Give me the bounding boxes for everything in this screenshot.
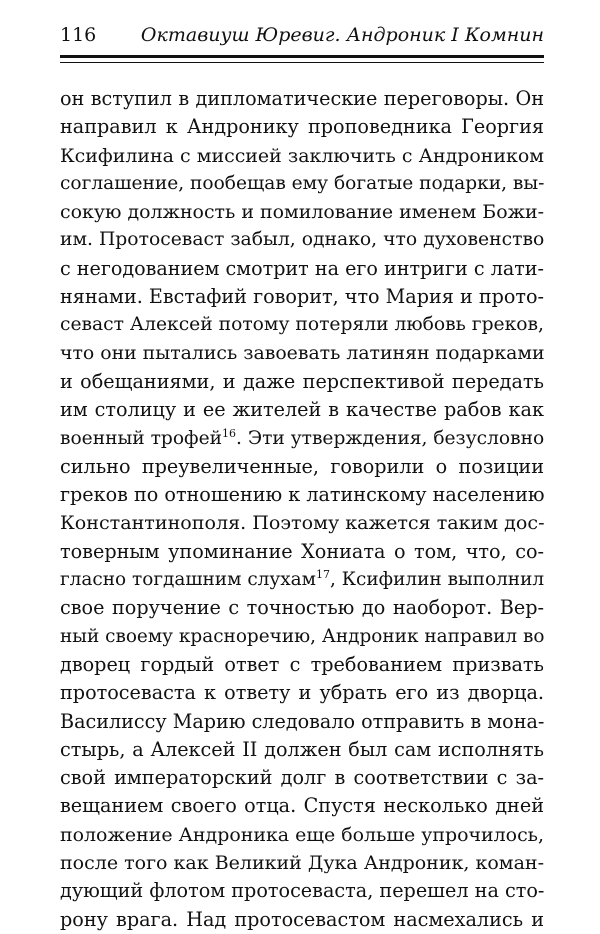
- text-line: [60, 453, 544, 481]
- text-line: [60, 594, 544, 622]
- text-line: [60, 764, 544, 792]
- text-line: [60, 340, 544, 368]
- text-line-content: нянами. Евстафий говорит, что Мария и прото-: [60, 285, 544, 309]
- text-line-content: сокую должность и помилование именем Божи-: [60, 201, 544, 224]
- text-line: [60, 651, 544, 679]
- text-line-content: дворец гордый ответ с требованием призвать: [60, 652, 544, 676]
- text-line: [60, 85, 544, 113]
- text-line: [60, 679, 544, 707]
- text-line-continuation: , Ксифилин выполнил: [330, 569, 545, 591]
- text-line: [60, 311, 544, 339]
- text-line-content: военный трофей: [60, 427, 223, 449]
- text-line-content: им. Протосеваст забыл, однако, что духовенство: [60, 229, 545, 251]
- text-line: [60, 198, 544, 226]
- text-line: [60, 877, 544, 905]
- text-line: [60, 792, 544, 820]
- text-line-content: свой императорский долг в соответствии с за-: [60, 766, 544, 790]
- text-line-content: Константинополя. Поэтому кажется таким дос-: [60, 512, 545, 535]
- header-rule-thin: [60, 62, 544, 63]
- text-line-content: он вступил в дипломатические переговоры. Он: [60, 87, 544, 110]
- text-line-content: Василиссу Марию следовало отправить в мона-: [60, 709, 545, 733]
- text-line-continuation: . Эти утверждения, безусловно: [236, 427, 545, 449]
- text-line-content: греков по отношению к латинскому населению: [60, 483, 545, 507]
- text-line: [60, 368, 544, 396]
- text-line-content: рону врага. Над протосевастом насмехались и: [60, 907, 544, 931]
- text-line: [60, 849, 544, 877]
- footnote-reference[interactable]: 17: [316, 568, 331, 582]
- header-rule-thick: [60, 55, 544, 58]
- running-title: Октавиуш Юревиг. Андроник I Комнин: [140, 24, 544, 46]
- text-line: [60, 113, 544, 141]
- body-text: [60, 85, 544, 934]
- text-line-content: стырь, а Алексей II должен был сам исполнять: [60, 737, 544, 761]
- text-line: [60, 708, 544, 736]
- text-line: [60, 538, 544, 566]
- text-line: [60, 509, 544, 537]
- text-line-content: протосеваста к ответу и убрать его из дворца.: [60, 681, 544, 705]
- text-line-content: что они пытались завоевать латинян подарками: [60, 342, 545, 364]
- text-line: [60, 226, 544, 254]
- text-line-content: им столицу и ее жителей в качестве рабов как: [60, 398, 544, 422]
- text-line: [60, 736, 544, 764]
- text-line: [60, 142, 544, 170]
- text-line: [60, 396, 544, 424]
- text-line-content: свое поручение с точностью до наоборот. Вер-: [60, 596, 544, 620]
- text-line: [60, 623, 544, 651]
- text-line: [60, 481, 544, 509]
- text-line: [60, 821, 544, 849]
- text-line-content: направил к Андронику проповедника Георгия: [60, 115, 544, 139]
- text-line-content: дующий флотом протосеваста, перешел на сто-: [60, 879, 545, 903]
- text-line: [60, 170, 544, 198]
- text-line-content: гласно тогдашним слухам: [60, 569, 317, 591]
- text-line: [60, 566, 544, 594]
- text-line-content: соглашение, пообещав ему богатые подарки, вы-: [60, 172, 545, 194]
- text-line-content: и обещаниями, и даже перспективой передать: [60, 369, 544, 393]
- text-line-content: ный своему красноречию, Андроник направил во: [60, 625, 545, 647]
- text-line: [60, 425, 544, 453]
- text-line-content: положение Андроника еще больше упрочилось,: [60, 823, 544, 846]
- text-line-content: после того как Великий Дука Андроник, коман-: [60, 852, 544, 875]
- text-line-content: товерным упоминание Хониата о том, что, со-: [60, 539, 544, 563]
- text-line-content: севаст Алексей потому потеряли любовь греков,: [60, 314, 544, 336]
- page-number: 116: [60, 24, 97, 46]
- text-line: [60, 906, 544, 934]
- text-line-content: вещанием своего отца. Спустя несколько дней: [60, 794, 544, 818]
- text-line-content: Ксифилина с миссией заключить с Андроником: [60, 144, 544, 167]
- footnote-reference[interactable]: 16: [222, 426, 237, 440]
- text-line: [60, 283, 544, 311]
- text-line-content: с негодованием смотрит на его интриги с лати-: [60, 256, 544, 280]
- running-header: [60, 22, 544, 50]
- text-line-content: сильно преувеличенные, говорили о позиции: [60, 454, 544, 478]
- text-line: [60, 255, 544, 283]
